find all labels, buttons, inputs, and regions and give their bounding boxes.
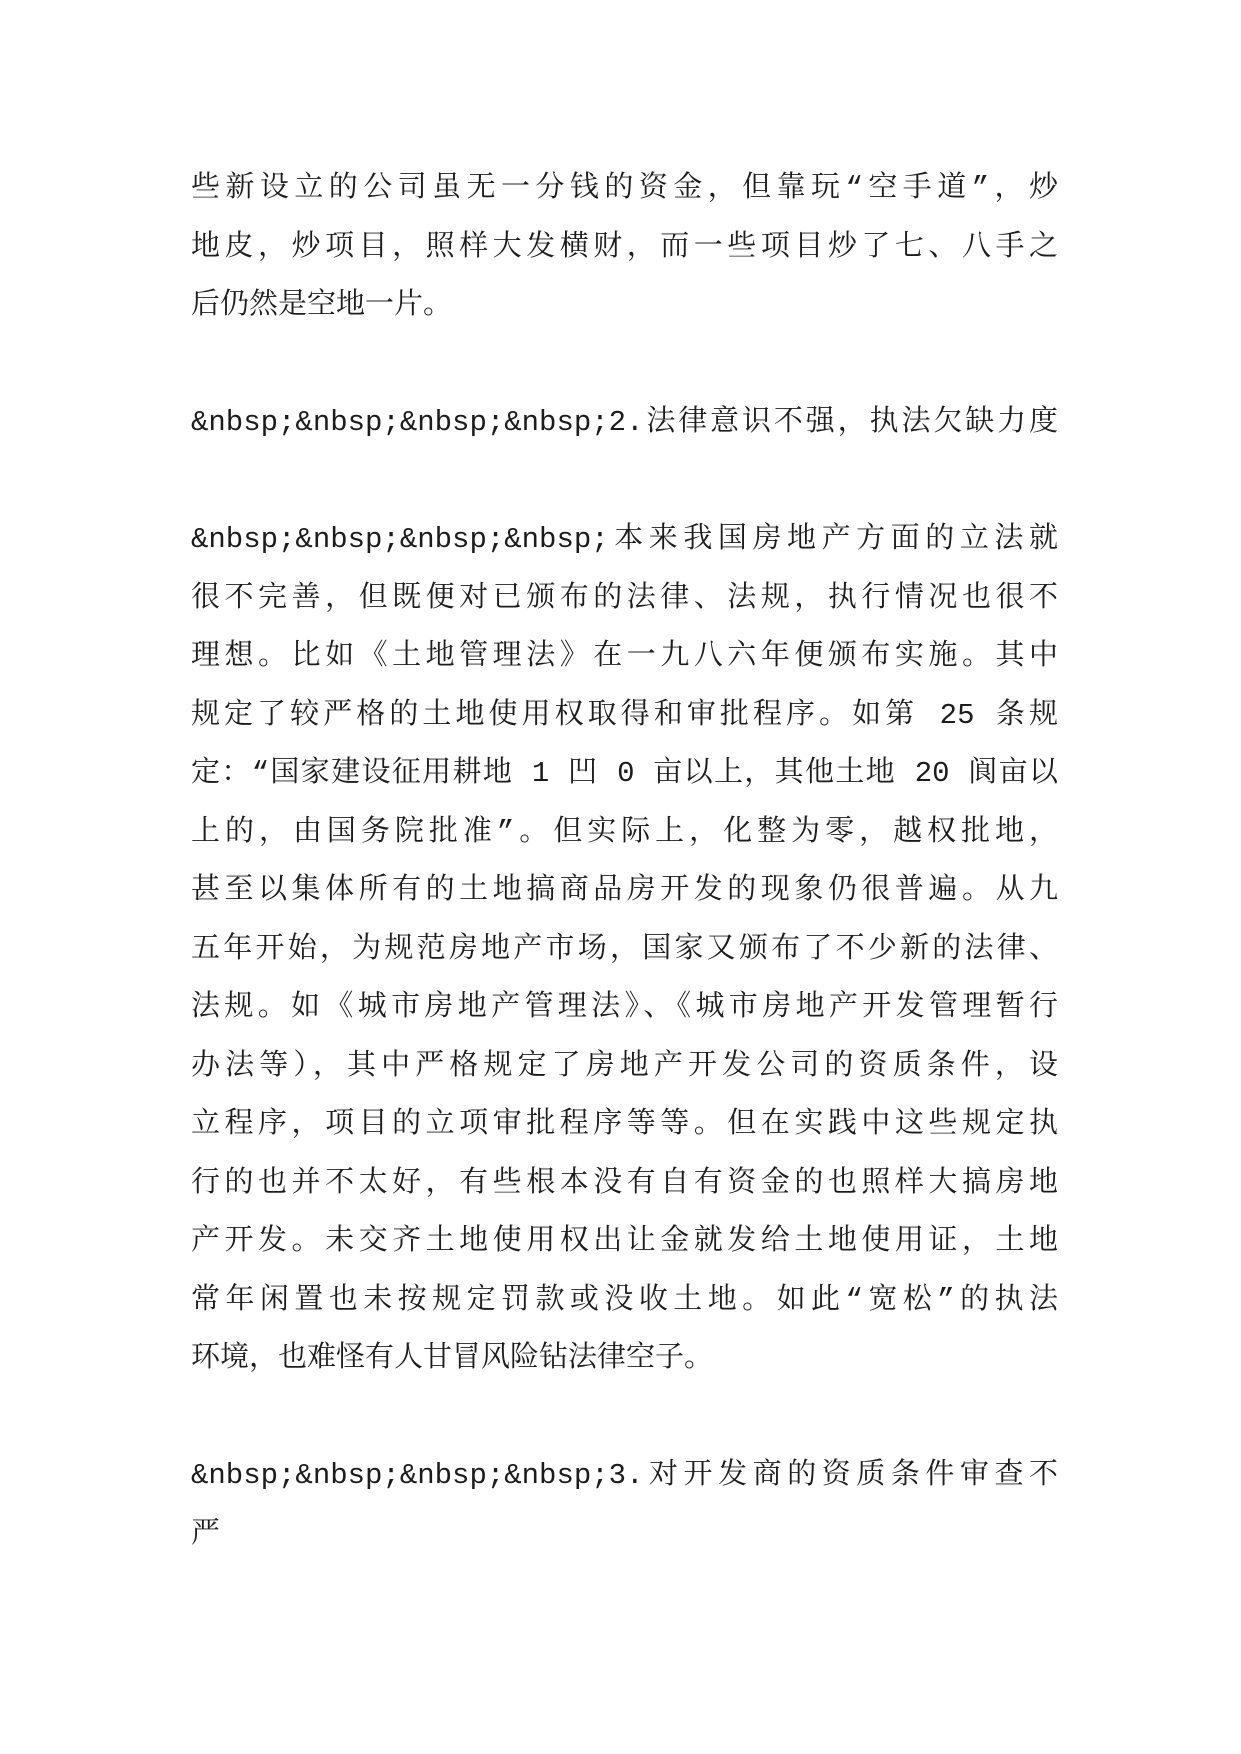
heading-line: &nbsp;&nbsp;&nbsp;&nbsp;2.法律意识不强，执法欠缺力度 <box>191 406 1058 439</box>
section-heading-3 <box>191 1447 1058 1564</box>
text-line: 理想。比如《土地管理法》在一九八六年便颁布实施。其中 <box>191 640 1058 673</box>
text-line: 甚至以集体所有的土地搞商品房开发的现象仍很普遍。从九 <box>191 874 1058 907</box>
text-line: 常年闲置也未按规定罚款或没收土地。如此“宽松”的执法 <box>191 1283 1058 1317</box>
text-line: 环境，也难怪有人甘冒风险钻法律空子。 <box>191 1342 714 1375</box>
paragraph-continuation <box>191 160 1058 336</box>
body-text <box>191 160 1058 1623</box>
text-line: 法规。如《城市房地产管理法》、《城市房地产开发管理暂行 <box>191 991 1058 1024</box>
heading-line: &nbsp;&nbsp;&nbsp;&nbsp;3.对开发商的资质条件审查不 <box>191 1459 1058 1492</box>
text-line: 上的，由国务院批准”。但实际上，化整为零，越权批地， <box>191 815 1058 849</box>
paragraph-body <box>191 511 1058 1389</box>
text-line: 定：“国家建设征用耕地 1 凹 0 亩以上，其他土地 20 阆亩以 <box>191 757 1058 790</box>
text-line: 些新设立的公司虽无一分钱的资金，但靠玩“空手道”，炒 <box>191 172 1058 205</box>
text-line: 行的也并不太好，有些根本没有自有资金的也照样大搞房地 <box>191 1166 1058 1200</box>
text-line: 地皮，炒项目，照样大发横财，而一些项目炒了七、八手之 <box>191 230 1058 264</box>
text-line: 产开发。未交齐土地使用权出让金就发给土地使用证，土地 <box>191 1225 1058 1258</box>
text-line: 立程序，项目的立项审批程序等等。但在实践中这些规定执 <box>191 1108 1058 1141</box>
heading-line: 严 <box>191 1517 221 1551</box>
text-line: 后仍然是空地一片。 <box>191 289 453 322</box>
text-line: 办法等），其中严格规定了房地产开发公司的资质条件，设 <box>191 1049 1058 1083</box>
text-line: &nbsp;&nbsp;&nbsp;&nbsp;本来我国房地产方面的立法就 <box>191 523 1058 556</box>
section-heading-2 <box>191 394 1058 453</box>
text-line: 五年开始，为规范房地产市场，国家又颁布了不少新的法律、 <box>191 932 1058 966</box>
text-line: 很不完善，但既便对已颁布的法律、法规，执行情况也很不 <box>191 581 1058 615</box>
text-line: 规定了较严格的土地使用权取得和审批程序。如第 25 条规 <box>191 698 1058 732</box>
